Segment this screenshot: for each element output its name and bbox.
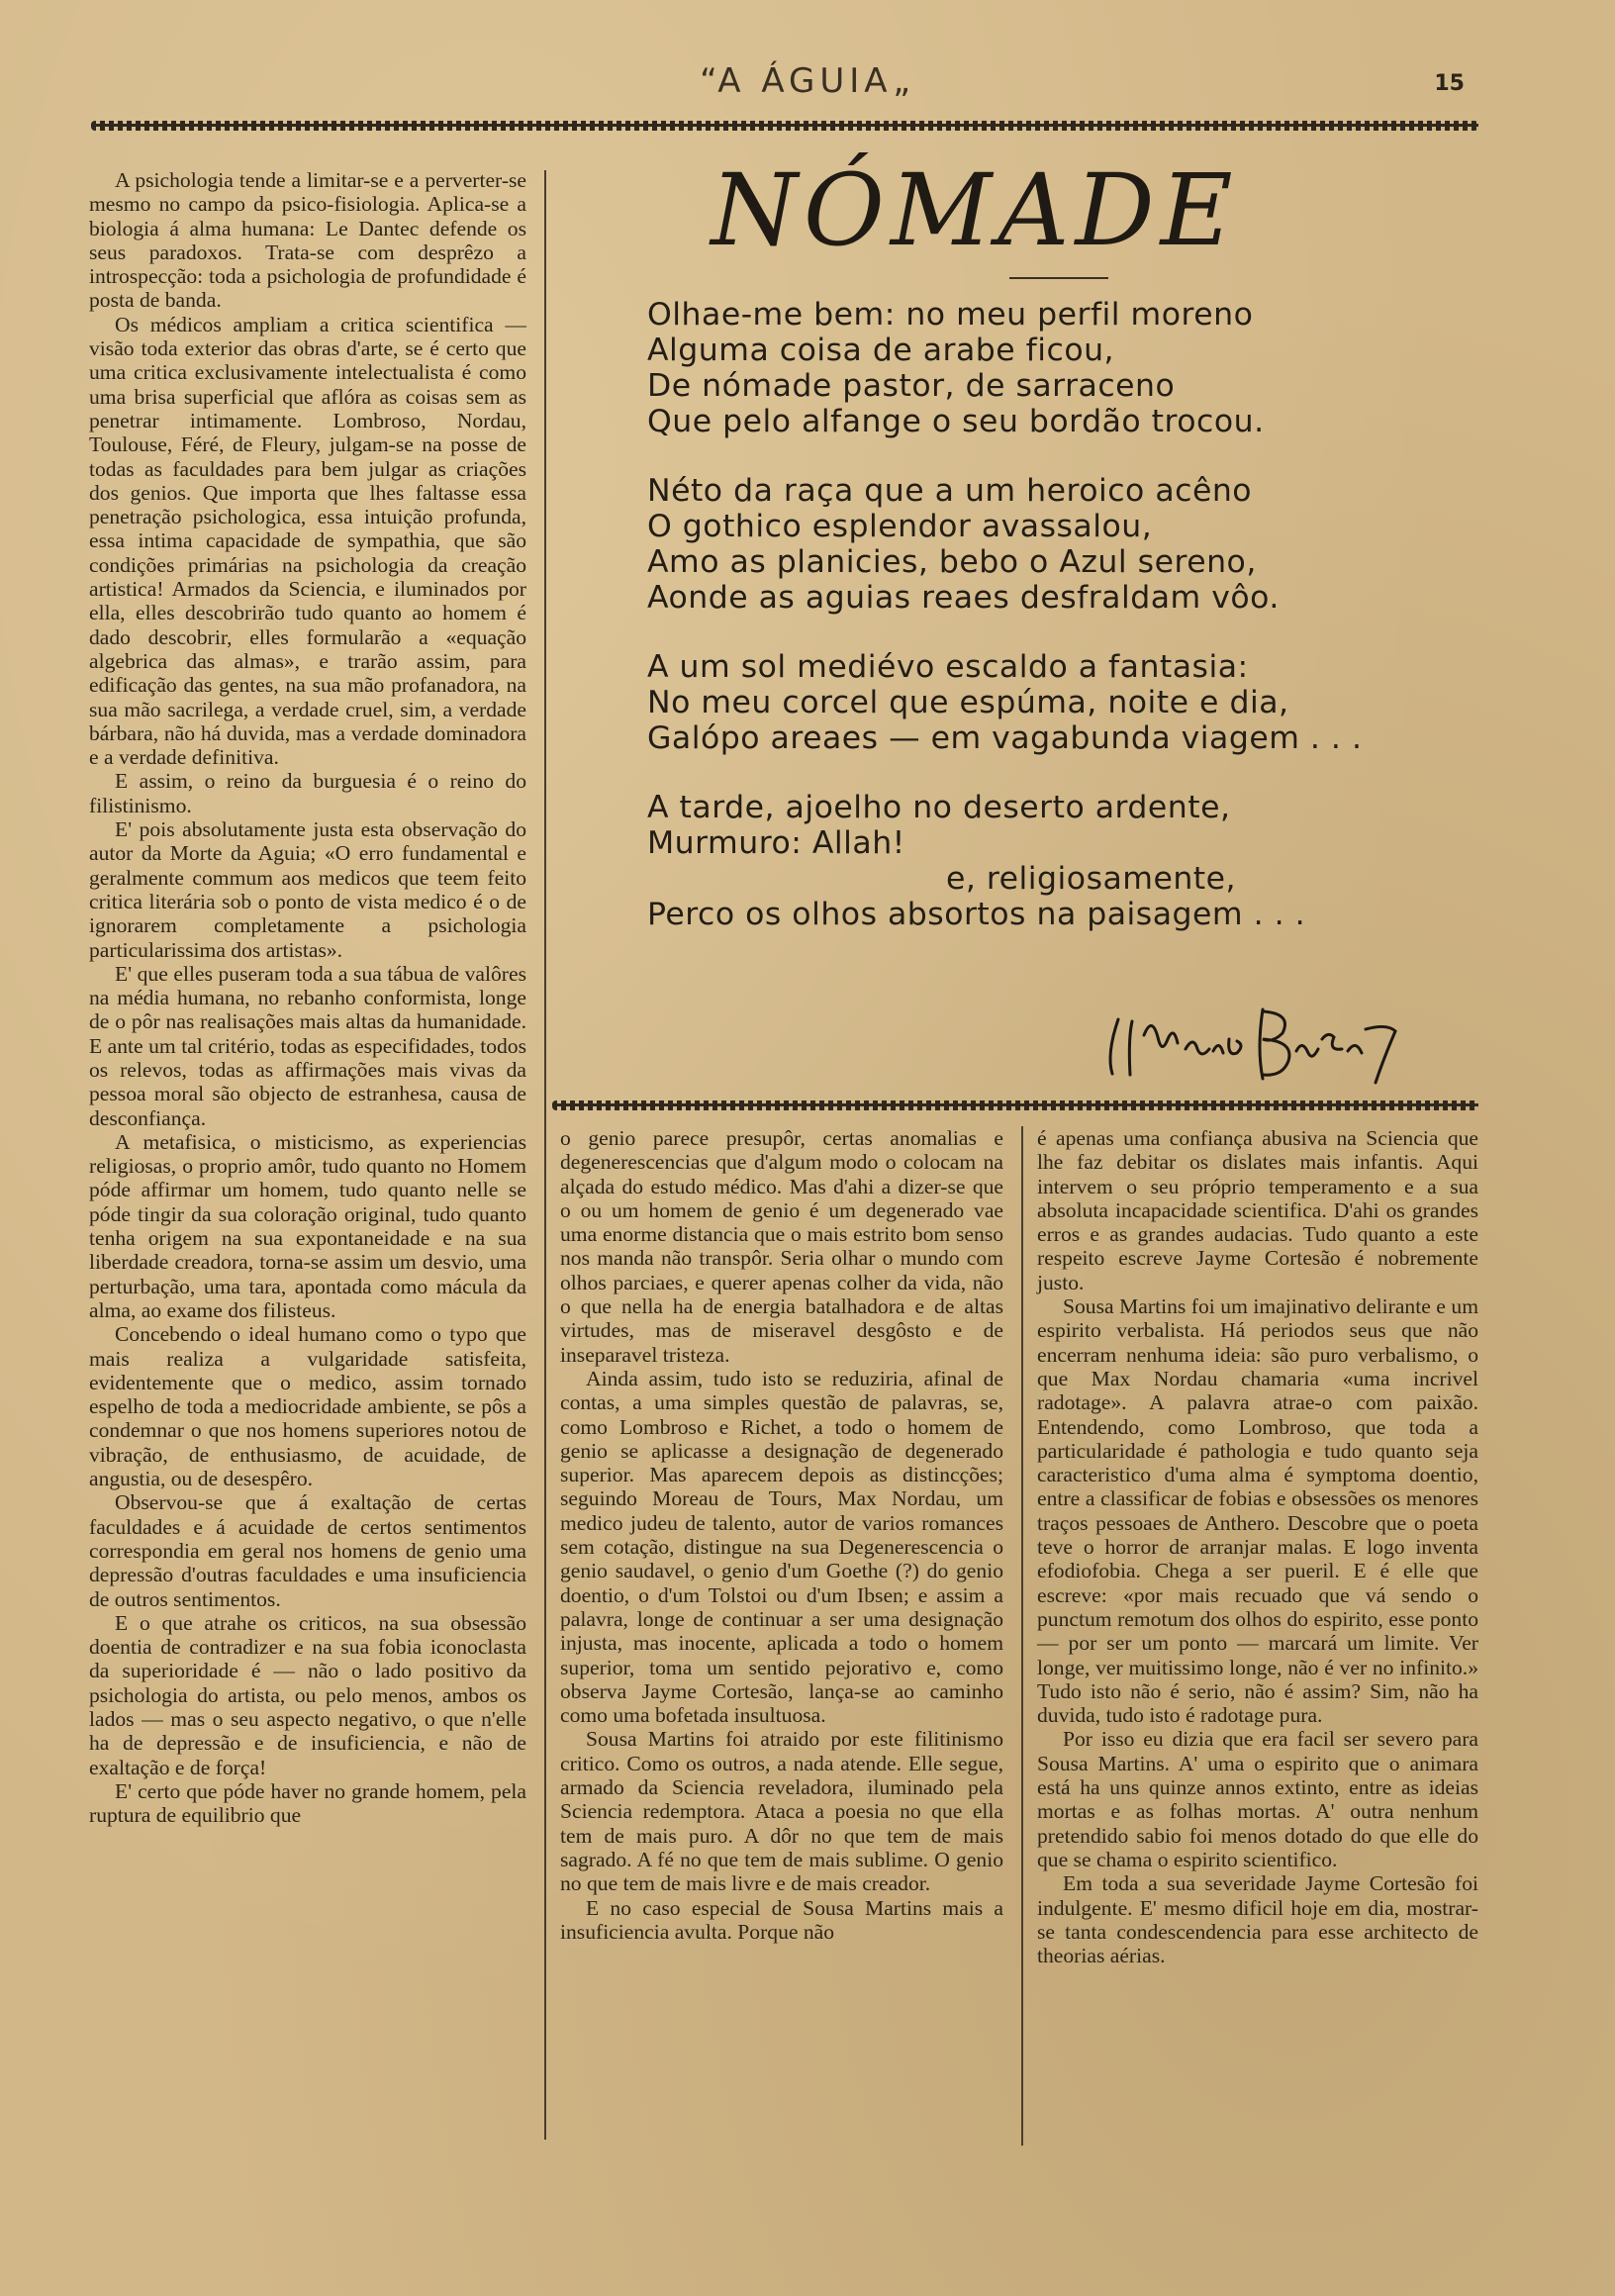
stanza	[647, 790, 1399, 932]
paragraph: Em toda a sua severidade Jayme Cortesão foi indulgente. E' mesmo dificil hoje em dia, mostrar-se tanta condescendencia para esse architecto de theorias aérias.	[1037, 1871, 1478, 1968]
stanza	[647, 649, 1399, 756]
paragraph: Os médicos ampliam a critica scientifica — visão toda exterior das obras d'arte, se é certo que uma critica exclusivamente intelectualista é como uma brisa superficial que aflóra as coisas sem as penetrar intimamente. Lombroso, Nordau, Toulouse, Féré, de Fleury, julgam-se na posse de todas as faculdades para bem julgar as criações dos genios. Que importa que lhes faltasse essa penetração psichologica, essa intuição profunda, essa intima capacidade de sympathia, que são condições primárias na psichologia da creação artistica! Armados da Sciencia, e iluminados por ella, elles descobrirão tudo quanto ao homem é dado descobrir, elles formularão a «equação algebrica das almas», e trarão assim, para edificação das gentes, na sua mão profanadora, na sua mão sacrilega, a verdade cruel, sim, a verdade bárbara, não há duvida, mas a verdade dominadora e a verdade definitiva.	[89, 312, 526, 770]
poem-line: Amo as planicies, bebo o Azul sereno,	[647, 544, 1257, 580]
poem-line: e, religiosamente,	[946, 861, 1237, 897]
paragraph: E' que elles puseram toda a sua tábua de valôres na média humana, no rebanho conformista, longe de o pôr nas realisações mais altas da humanidade. E ante um tal critério, todas as especifidades, todos os relevos, todas as affirmações mais vivas da pessoa moral são objecto de estranhesa, causa de desconfiança.	[89, 961, 526, 1130]
paragraph: Ainda assim, tudo isto se reduziria, afinal de contas, a uma simples questão de palavras, se, como Lombroso e Richet, a todo o homem de genio se aplicasse a designação de degenerado superior. Mas aparecem depois as distincções; seguindo Moreau de Tours, Max Nordau, um medico judeu de talento, autor de varios romances sem cotação, distingue na sua Degenerescencia o genio saudavel, o genio d'um Goethe (?) do genio doentio, o d'um Tolstoi ou d'um Ibsen; e assim a palavra, longe de continuar a ser uma designação injusta, mas inocente, aplicada a todo o homem superior, toma um sentido pejorativo e, como observa Jayme Cortesão, lança-se ao caminho como uma bofetada insultuosa.	[560, 1366, 1003, 1728]
header-rule	[91, 121, 1478, 131]
poem-line: O gothico esplendor avassalou,	[647, 509, 1153, 544]
signature	[1098, 980, 1425, 1094]
paragraph: Observou-se que á exaltação de certas faculdades e á acuidade de certos sentimentos correspondia em geral nos homens de genio uma depressão d'outras faculdades e uma insuficiencia de outros sentimentos.	[89, 1490, 526, 1611]
paragraph: A psichologia tende a limitar-se e a perverter-se mesmo no campo da psico-fisiologia. Aplica-se a biologia á alma humana: Le Dantec defende os seus paradoxos. Trata-se com desprêzo a introspecção: toda a psichologia de profundidade é posta de banda.	[89, 168, 526, 313]
poem-line: Néto da raça que a um heroico acêno	[647, 473, 1253, 509]
page-number: 15	[1434, 71, 1465, 96]
left-column	[89, 168, 526, 1827]
column-divider	[544, 170, 546, 2140]
middle-column	[560, 1126, 1003, 1944]
paragraph: o genio parece presupôr, certas anomalias e degenerescencias que d'algum modo o colocam na alçada do estudo médico. Mas d'ahi a dizer-se que o ou um homem de genio é um degenerado vae uma enorme distancia que o mais estrito bom senso nos manda não transpôr. Seria olhar o mundo com olhos parciaes, e querer apenas colher da vida, não o que nella ha de energia batalhadora e de altas virtudes, mas de miseravel desgôsto e de inseparavel tristeza.	[560, 1126, 1003, 1367]
stanza	[647, 473, 1399, 616]
paragraph: E o que atrahe os criticos, na sua obsessão doentia de contradizer e na sua fobia iconoclasta da superioridade é — não o lado positivo da psichologia do artista, ou pelo menos, ambos os lados — mas o seu aspecto negativo, o que n'elle ha de depressão e de insuficiencia, e não de exaltação e de força!	[89, 1610, 526, 1779]
poem-line: Galópo areaes — em vagabunda viagem . . .	[647, 720, 1363, 756]
paragraph: é apenas uma confiança abusiva na Sciencia que lhe faz debitar os dislates mais infantis. Aqui intervem o seu próprio temperamento e a sua absoluta incapacidade scientifica. D'ahi os grandes erros e as grandes audacias. Tudo quanto a este respeito escreve Jayme Cortesão é nobremente justo.	[1037, 1126, 1478, 1294]
paragraph: E' pois absolutamente justa esta observação do autor da Morte da Aguia; «O erro fundamental e geralmente commum aos medicos que teem feito critica literária sob o ponto de vista medico é o de ignorarem completamente a psichologia particularissima dos artistas».	[89, 817, 526, 962]
signature-scrawl	[1098, 980, 1425, 1089]
poem-line: No meu corcel que espúma, noite e dia,	[647, 685, 1289, 720]
poem-title: NÓMADE	[711, 152, 1239, 268]
paragraph: E assim, o reino da burguesia é o reino do filistinismo.	[89, 769, 526, 817]
paragraph: E' certo que póde haver no grande homem, pela ruptura de equilibrio que	[89, 1778, 526, 1828]
paragraph: E no caso especial de Sousa Martins mais a insuficiencia avulta. Porque não	[560, 1895, 1003, 1944]
column-divider	[1021, 1126, 1023, 2146]
paragraph: Sousa Martins foi atraido por este filitinismo critico. Como os outros, a nada atende. Elle segue, armado da Sciencia reveladora, iluminado pela Sciencia redemptora. Ataca a poesia no que ella tem de mais puro. A dôr no que tem de mais sagrado. A fé no que tem de mais sublime. O genio no que tem de mais livre e de mais creador.	[560, 1727, 1003, 1896]
paragraph: Por isso eu dizia que era facil ser severo para Sousa Martins. A' uma o espirito que o animara está ha uns quinze annos extinto, entre as ideias mortas e as folhas mortas. A' outra nenhum pretendido sabio foi menos dotado do que elle do que se chama o espirito scientifico.	[1037, 1727, 1478, 1871]
paragraph: Sousa Martins foi um imajinativo delirante e um espirito verbalista. Há periodos seus que não encerram nenhuma ideia: são puro verbalismo, o que Max Nordau chamaria «uma incrivel radotage». A palavra atrae-o com paixão. Entendendo, como Lombroso, que toda a particularidade é pathologia e tudo quanto seja caracteristico d'uma alma é symptoma doentio, entre a classificar de fobias e obsessões os menores traços pessoaes de Anthero. Descobre que o poeta teve o horror de arranjar malas. E logo inventa efodiofobia. Chega a ser pueril. E é elle que escreve: «por mais recuado que vá sendo o punctum remotum dos olhos do espirito, esse ponto — por ser um ponto — marcará um limite. Ver longe, ver muitissimo longe, não é ver no infinito.» Tudo isto não é serio, não é assim? Sim, não ha duvida, tudo isto é radotage pura.	[1037, 1294, 1478, 1728]
section-rule	[552, 1100, 1478, 1110]
paragraph: A metafisica, o misticismo, as experiencias religiosas, o proprio amôr, tudo quanto no Homem póde affirmar um homem, tudo quanto nelle se póde tingir da sua coloração original, tudo quanto tenha origem na sua expontaneidade e na sua liberdade creadora, torna-se assim um desvio, uma perturbação, uma tara, apontada como mácula da alma, ao exame dos filisteus.	[89, 1129, 526, 1322]
poem-line: Olhae-me bem: no meu perfil moreno	[647, 297, 1254, 333]
running-title: “A ÁGUIA„	[700, 61, 915, 101]
poem-line: Que pelo alfange o seu bordão trocou.	[647, 404, 1265, 439]
poem-line: De nómade pastor, de sarraceno	[647, 368, 1176, 404]
stanza	[647, 297, 1399, 439]
title-rule	[1009, 277, 1108, 279]
paragraph: Concebendo o ideal humano como o typo que mais realiza a vulgaridade satisfeita, evidentemente que o medico, assim tornado espelho de toda a mediocridade ambiente, se pôs a condemnar o que nos homens superiores notou de vibração, de enthusiasmo, de acuidade, de angustia, ou de desespêro.	[89, 1322, 526, 1491]
poem-line: A tarde, ajoelho no deserto ardente,	[647, 790, 1231, 825]
poem-line: Murmuro: Allah!	[647, 825, 905, 861]
right-column	[1037, 1126, 1478, 1967]
poem	[647, 297, 1399, 966]
poem-line: Perco os olhos absortos na paisagem . . .	[647, 897, 1306, 932]
poem-line: Alguma coisa de arabe ficou,	[647, 333, 1115, 368]
poem-line: A um sol mediévo escaldo a fantasia:	[647, 649, 1249, 685]
poem-line: Aonde as aguias reaes desfraldam vôo.	[647, 580, 1280, 616]
